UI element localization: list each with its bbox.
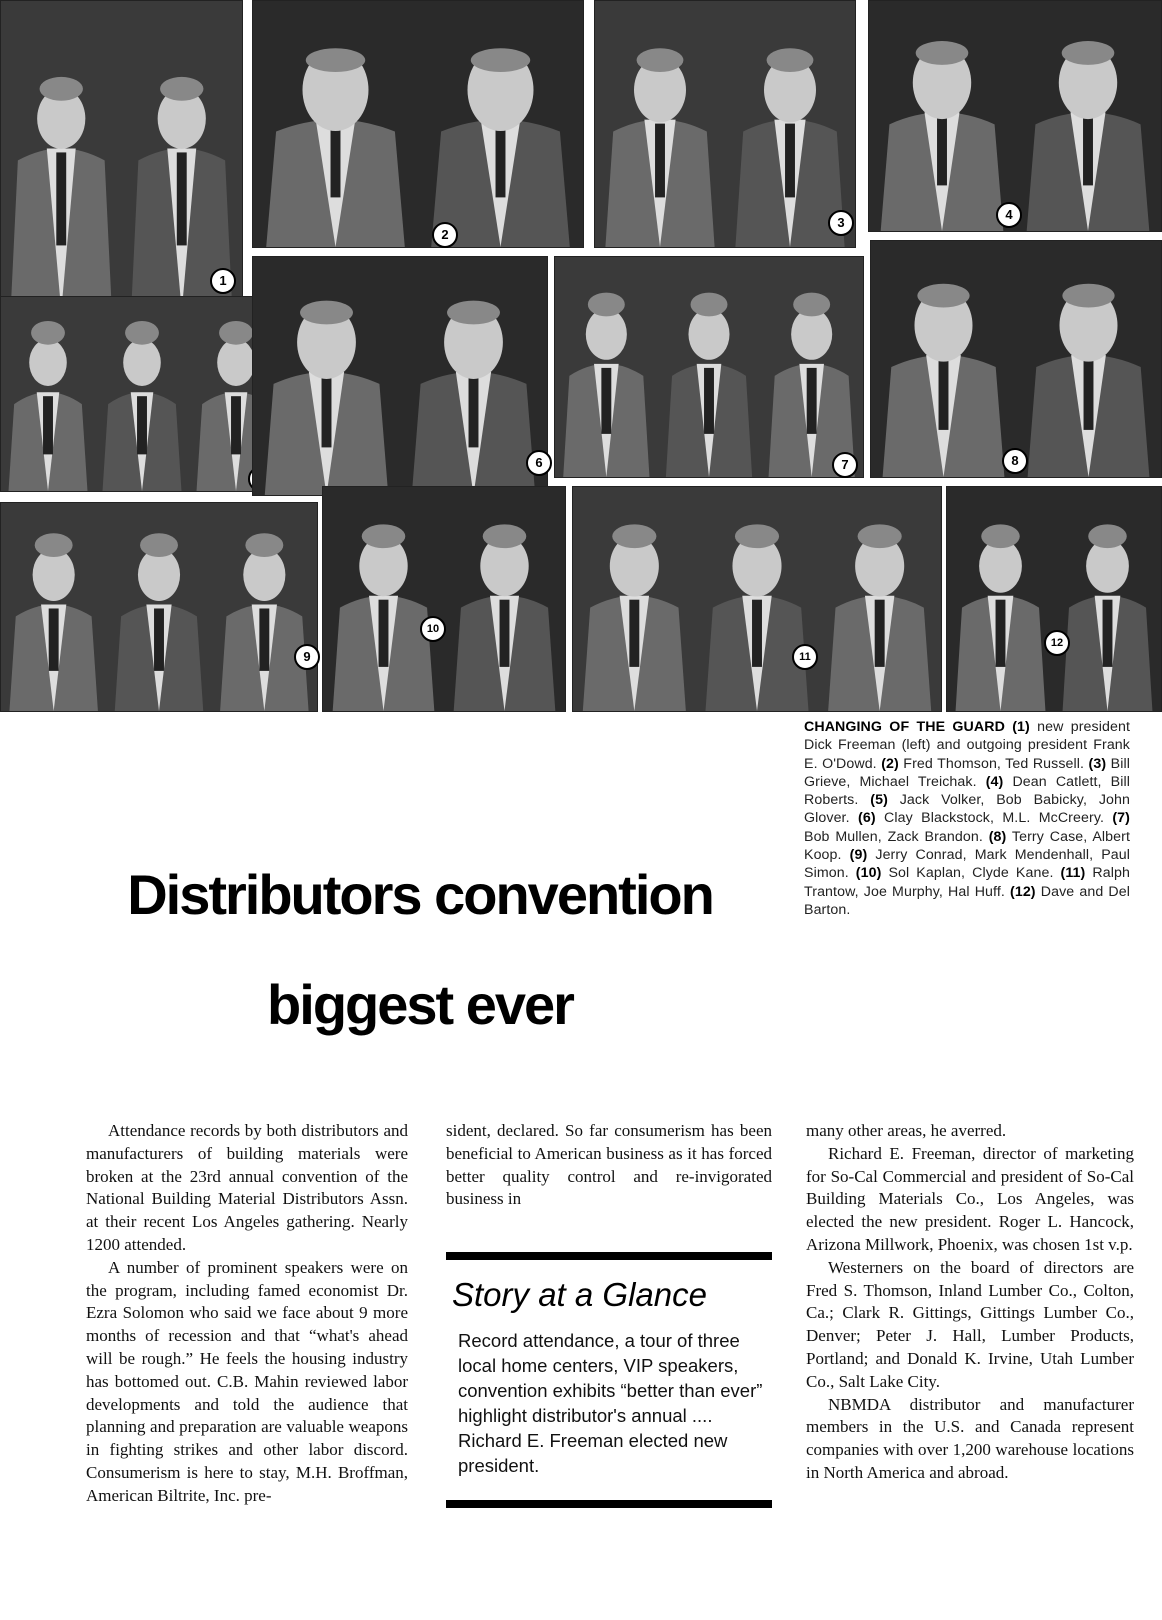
photo-image (1, 1, 242, 311)
photo-image (1, 503, 317, 711)
caption-names: new president Dick Freeman (left) and outgoing president Frank E. O'Dowd. (804, 719, 1131, 772)
article-column-3 (806, 1120, 1134, 1485)
caption-number: (6) (858, 810, 876, 827)
photo-number-badge: 3 (828, 210, 854, 236)
caption-number: (3) (1088, 755, 1107, 772)
caption-lead: CHANGING OF THE GUARD (804, 719, 1005, 735)
photo-image (555, 257, 863, 477)
paragraph: Attendance records by both distributors and manufacturers of building materials were broken at the 23rd annual convention of the National Building Material Distributors Assn. at their recent Los Angeles gathering. Nearly 1200 attended. (86, 1121, 408, 1254)
caption-names: Dave and Del Barton. (804, 883, 1130, 918)
caption-number: (2) (881, 755, 899, 772)
photo-image (869, 1, 1161, 231)
caption-number: (7) (1112, 810, 1130, 827)
caption-number: (8) (988, 828, 1007, 845)
photo-5 (0, 296, 284, 492)
photo-number-badge: 1 (210, 268, 236, 294)
caption-names: Ralph Trantow, Joe Murphy, Hal Huff. (804, 865, 1130, 900)
caption-names: Fred Thomson, Ted Russell. (898, 755, 1089, 772)
photo-11 (572, 486, 942, 712)
photo-3 (594, 0, 856, 248)
caption-names: Bill Grieve, Michael Treichak. (804, 755, 1130, 790)
photo-image (947, 487, 1161, 711)
headline-line-2: biggest ever (267, 973, 573, 1036)
paragraph: many other areas, he averred. (806, 1121, 1007, 1140)
caption-number: (4) (985, 773, 1004, 790)
paragraph: NBMDA distributor and manufacturer members in the U.S. and Canada represent companies with over 1,200 warehouse locations in North America and abroad. (806, 1394, 1134, 1482)
photo-caption (804, 718, 1130, 919)
caption-names: Sol Kaplan, Clyde Kane. (881, 865, 1061, 882)
photo-12 (946, 486, 1162, 712)
photo-2 (252, 0, 584, 248)
photo-number-badge: 8 (1002, 448, 1028, 474)
caption-names: Bob Mullen, Zack Brandon. (804, 828, 989, 845)
caption-number: (11) (1060, 865, 1086, 882)
paragraph: Westerners on the board of directors are Fred S. Thomson, Inland Lumber Co., Colton, Ca.; Clark R. Gittings, Gittings Lumber Co., Denver; Peter J. Hall, Lumber Products, Portland; and Donald K. Irvine, Utah Lumber Co., Salt Lake City. (806, 1257, 1134, 1391)
bottom-rule (446, 1500, 772, 1508)
photo-number-badge: 6 (526, 450, 552, 476)
caption-names: Jack Volker, Bob Babicky, John Glover. (804, 792, 1130, 827)
caption-number: (10) (855, 865, 882, 882)
caption-names: Jerry Conrad, Mark Mendenhall, Paul Simon. (804, 847, 1130, 882)
photo-number-badge: 4 (996, 202, 1022, 228)
article-column-2 (446, 1120, 772, 1211)
caption-number: (9) (849, 847, 868, 864)
caption-names: Terry Case, Albert Koop. (804, 828, 1130, 864)
photo-number-badge: 7 (832, 452, 858, 478)
caption-names: Dean Catlett, Bill Roberts. (804, 773, 1130, 809)
paragraph: Richard E. Freeman, director of marketing for So-Cal Commercial and president of So-Cal Building Materials Co., Los Angeles, was elected the new president. Roger L. Hancock, Arizona Millwork, Phoenix, was chosen 1st v.p. (806, 1143, 1134, 1254)
top-rule (446, 1252, 772, 1260)
photo-image (871, 241, 1161, 477)
glance-body: Record attendance, a tour of three local home centers, VIP speakers, convention exhibits “better than ever” highlight distributor's annual .... Richard E. Freeman elected new president. (458, 1330, 763, 1476)
photo-number-badge: 2 (432, 222, 458, 248)
photo-9 (0, 502, 318, 712)
photo-collage (0, 0, 1162, 712)
photo-8 (870, 240, 1162, 478)
headline-line-1: Distributors convention (127, 863, 713, 926)
photo-image (253, 257, 547, 495)
photo-number-badge: 10 (420, 616, 446, 642)
glance-title: Story at a Glance (452, 1276, 707, 1313)
photo-6 (252, 256, 548, 496)
caption-number: (12) (1010, 883, 1036, 900)
photo-1 (0, 0, 243, 312)
paragraph: A number of prominent speakers were on the program, including famed economist Dr. Ezra Solomon who said we face about 9 more months of recession and that “what's ahead will be rough.” He feels the housing industry has bottomed out. C.B. Mahin reviewed labor developments and told the audience that planning and preparation are valuable weapons in fighting strikes and other labor discord. Consumerism is here to stay, M.H. Broffman, American Biltrite, Inc. pre- (86, 1257, 408, 1505)
photo-4 (868, 0, 1162, 232)
caption-names: Clay Blackstock, M.L. McCreery. (875, 810, 1113, 827)
photo-10 (322, 486, 566, 712)
photo-image (1, 297, 283, 491)
photo-image (323, 487, 565, 711)
story-at-a-glance-box (446, 1252, 772, 1508)
paragraph: sident, declared. So far consumerism has been beneficial to American business as it has forced better quality control and re-invigorated business in (446, 1121, 772, 1209)
caption-number: (1) (1004, 719, 1030, 735)
article-column-1 (86, 1120, 408, 1508)
photo-image (253, 1, 583, 247)
photo-number-badge: 12 (1044, 630, 1070, 656)
photo-image (595, 1, 855, 247)
photo-number-badge: 9 (294, 644, 320, 670)
photo-7 (554, 256, 864, 478)
photo-image (573, 487, 941, 711)
photo-number-badge: 11 (792, 644, 818, 670)
caption-number: (5) (870, 792, 888, 809)
